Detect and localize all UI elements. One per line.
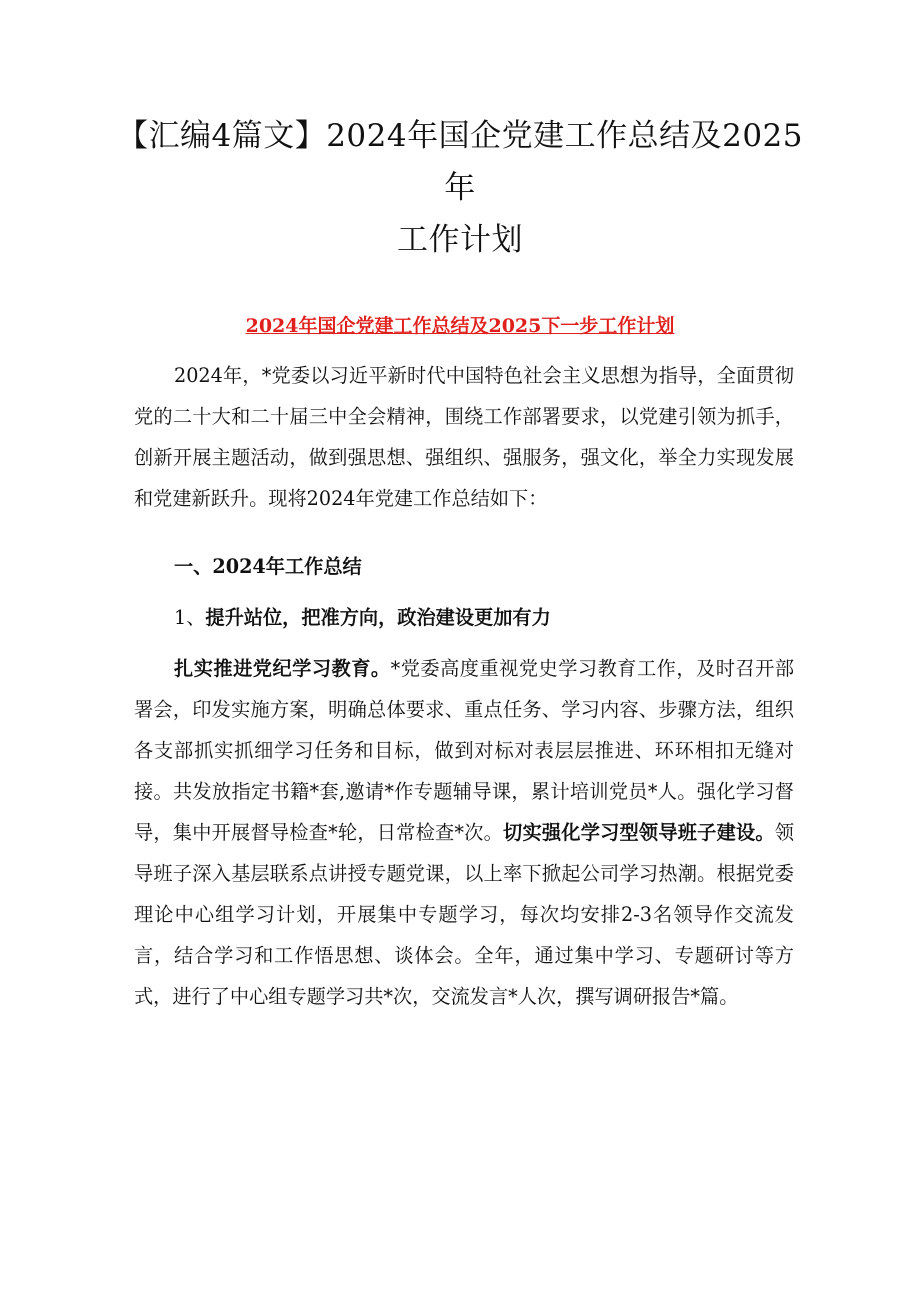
paragraph-text-1: *党委高度重视党史学习教育工作，及时召开部署会，印发实施方案，明确总体要求、重点任务、学习内容、步骤方法，组织各支部抓实抓细学习任务和目标，做到对标对表层层推进、环环相扣无缝对接。共发放指定书籍*套,邀请*作专题辅导课，累计培训党员*人。强化学习督导，集中开展督导检查*轮，日常检查*次。 xyxy=(134,657,795,844)
paragraph-lead-bold: 扎实推进党纪学习教育。 xyxy=(174,657,391,680)
subsection-heading xyxy=(174,600,551,636)
document-title xyxy=(110,110,810,266)
section-heading: 一、2024年工作总结 xyxy=(174,555,362,578)
document-subtitle: 2024年国企党建工作总结及2025下一步工作计划 xyxy=(245,315,675,337)
paragraph-text-2: 领导班子深入基层联系点讲授专题党课，以上率下掀起公司学习热潮。根据党委理论中心组学习计划，开展集中专题学习，每次均安排2-3名领导作交流发言，结合学习和工作悟思想、谈体会。全年，通过集中学习、专题研讨等方式，进行了中心组专题学习共*次，交流发言*人次，撰写调研报告*篇。 xyxy=(134,821,794,1008)
body-paragraph xyxy=(134,648,794,1017)
intro-paragraph: 2024年，*党委以习近平新时代中国特色社会主义思想为指导，全面贯彻党的二十大和二十届三中全会精神，围绕工作部署要求，以党建引领为抓手，创新开展主题活动，做到强思想、强组织、强服务，强文化，举全力实现发展和党建新跃升。现将2024年党建工作总结如下： xyxy=(134,364,794,510)
document-title-line1: 【汇编4篇文】2024年国企党建工作总结及2025年 xyxy=(116,118,803,206)
subsection-title: 提升站位，把准方向，政治建设更加有力 xyxy=(205,606,551,629)
paragraph-mid-bold: 切实强化学习型领导班子建设。 xyxy=(503,821,775,844)
document-title-line2: 工作计划 xyxy=(397,222,523,258)
subsection-number: 1、 xyxy=(174,606,206,629)
